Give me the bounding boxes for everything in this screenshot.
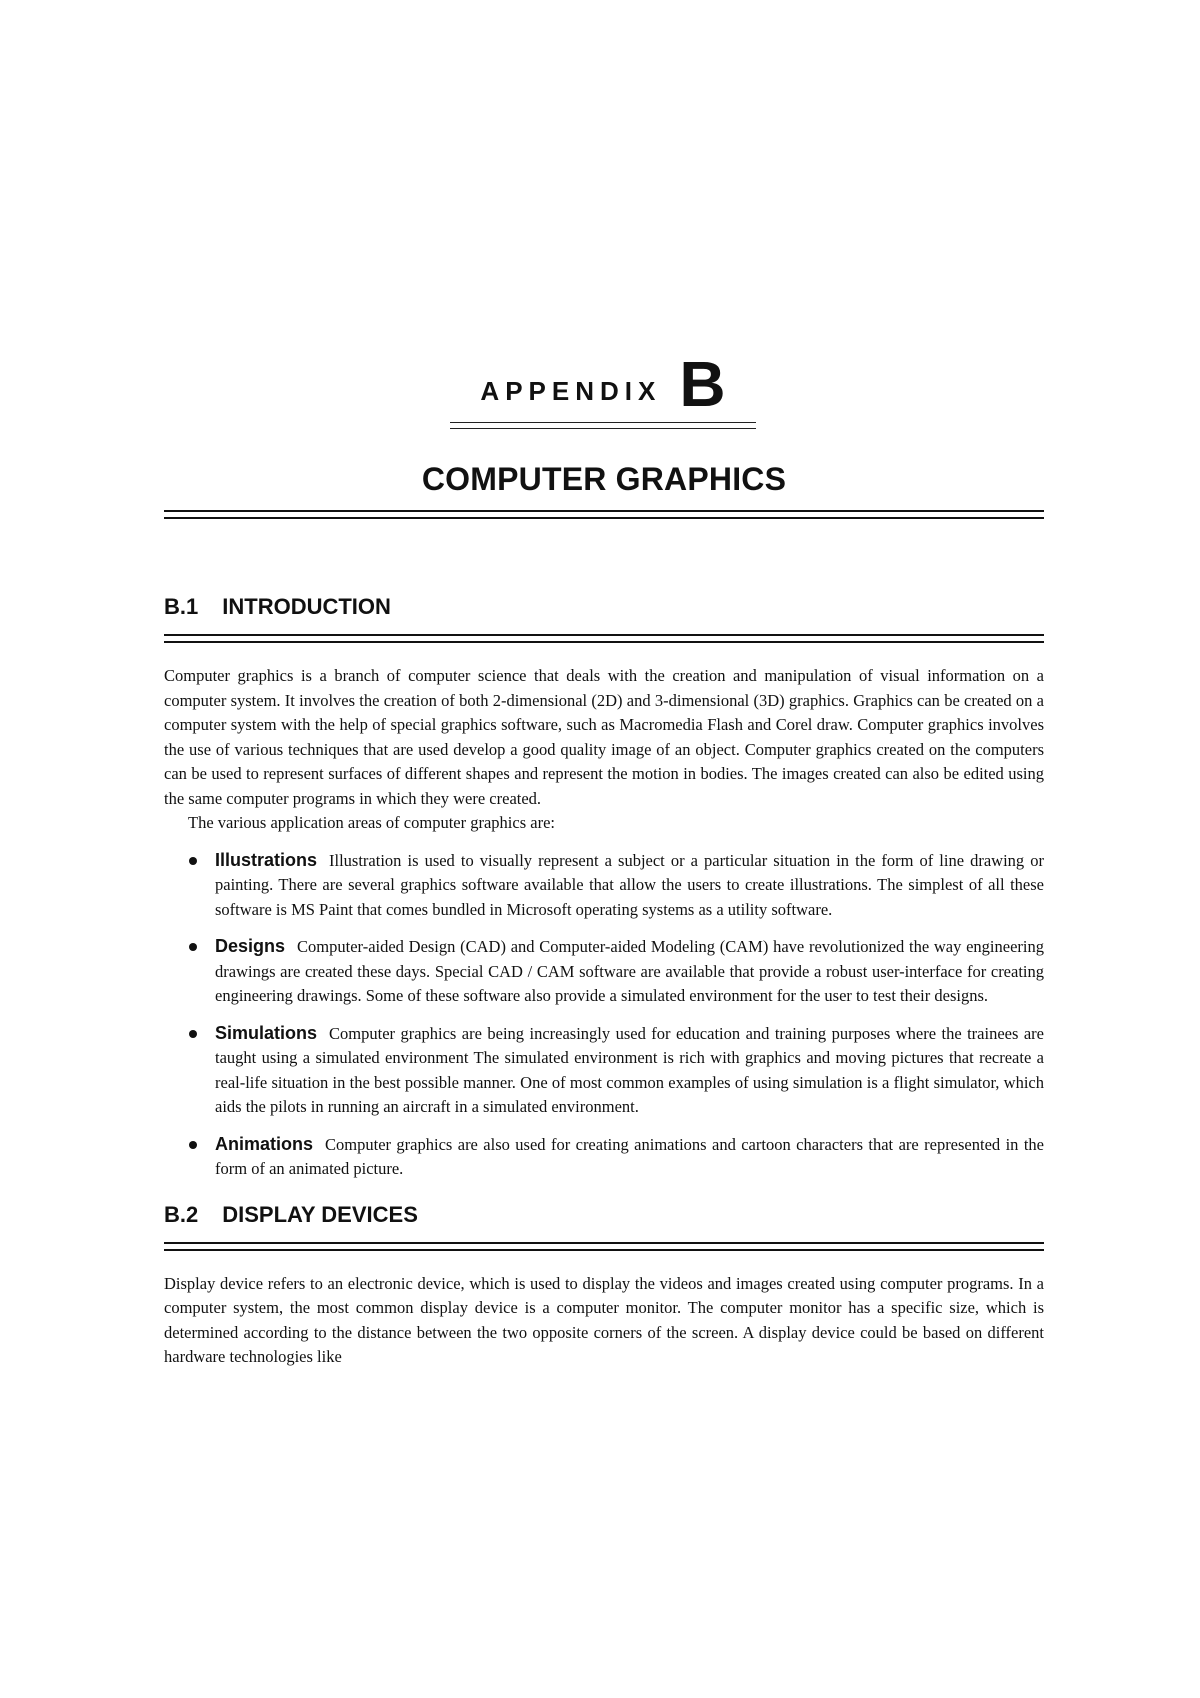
list-item-illustrations <box>164 848 1044 923</box>
list-item-description: Computer graphics are being increasingly used for education and training purposes where the trainees are taught using a simulated environment The simulated environment is rich with graphics and moving pictures that recreate a real-life situation in the best possible manner. One of most common examples of using simulation is a flight simulator, which aids the pilots in running an aircraft in a simulated environment. <box>215 1023 1044 1116</box>
list-item-text <box>215 934 1044 1009</box>
list-item-simulations <box>164 1021 1044 1120</box>
section-heading <box>164 596 1044 618</box>
appendix-letter: B <box>679 347 726 420</box>
list-item-term: Animations <box>215 1133 314 1154</box>
bullet-icon <box>189 1141 197 1149</box>
section-number: B.2 <box>164 1201 199 1227</box>
list-item-term: Designs <box>215 936 286 956</box>
appendix-header <box>450 347 756 429</box>
section-rule <box>164 634 1044 643</box>
section-display-devices <box>164 1201 1044 1370</box>
intro-paragraph: Computer graphics is a branch of computer science that deals with the creation and manipulation of visual information on a computer system. It involves the creation of both 2-dimensional (2D) and 3-dimensional (3D) graphics. Graphics can be created on a computer system with the help of special graphics software, such as Macromedia Flash and Corel draw. Computer graphics involves the use of various techniques that are used develop a good quality image of an object. Computer graphics created on the computers can be used to represent surfaces of different shapes and represent the motion in bodies. The images created can also be edited using the same computer programs in which they were created. <box>164 666 1044 808</box>
list-item-term: Illustrations <box>215 849 318 870</box>
section-heading <box>164 1201 1044 1227</box>
list-item-text <box>215 848 1044 923</box>
bullet-icon <box>189 1030 197 1038</box>
list-item-animations <box>164 1132 1044 1182</box>
section-introduction <box>164 596 1044 1182</box>
list-item-description: Computer-aided Design (CAD) and Computer-aided Modeling (CAM) have revolutionized the way engineering drawings are created these days. Special CAD / CAM software are available that provide a robust user-interface for creating engineering drawings. Some of these software also provide a simulated environment for the user to test their designs. <box>215 937 1044 1005</box>
applications-list <box>164 848 1044 1182</box>
display-devices-paragraph: Display device refers to an electronic device, which is used to display the videos and images created using computer programs. In a computer system, the most common display device is a computer monitor. The computer monitor has a specific size, which is determined according to the distance between the two opposite corners of the screen. A display device could be based on different hardware technologies like <box>164 1273 1044 1366</box>
section-number: B.1 <box>164 594 199 619</box>
section-title: INTRODUCTION <box>222 594 391 619</box>
main-content <box>164 596 1044 1370</box>
list-item-text <box>215 1132 1044 1182</box>
chapter-rule <box>164 510 1044 519</box>
list-item-term: Simulations <box>215 1022 318 1043</box>
bullet-icon <box>189 943 197 951</box>
chapter-title: COMPUTER GRAPHICS <box>421 461 787 497</box>
appendix-label <box>450 347 756 420</box>
section-title: DISPLAY DEVICES <box>222 1201 418 1227</box>
list-item-designs <box>164 934 1044 1009</box>
appendix-word: APPENDIX <box>480 376 662 406</box>
list-item-description: Illustration is used to visually represent a subject or a particular situation in the form of line drawing or painting. There are several graphics software available that allow the users to create illustrations. The simplest of all these software is MS Paint that comes bundled in Microsoft operating systems as a utility software. <box>215 850 1044 919</box>
section-rule <box>164 1242 1044 1251</box>
appendix-rule <box>450 422 756 429</box>
list-item-description: Computer graphics are also used for creating animations and cartoon characters that are represented in the form of an animated picture. <box>215 1134 1044 1178</box>
bullet-icon <box>189 857 197 865</box>
list-item-text <box>215 1021 1044 1120</box>
applications-intro: The various application areas of computer graphics are: <box>188 813 555 832</box>
